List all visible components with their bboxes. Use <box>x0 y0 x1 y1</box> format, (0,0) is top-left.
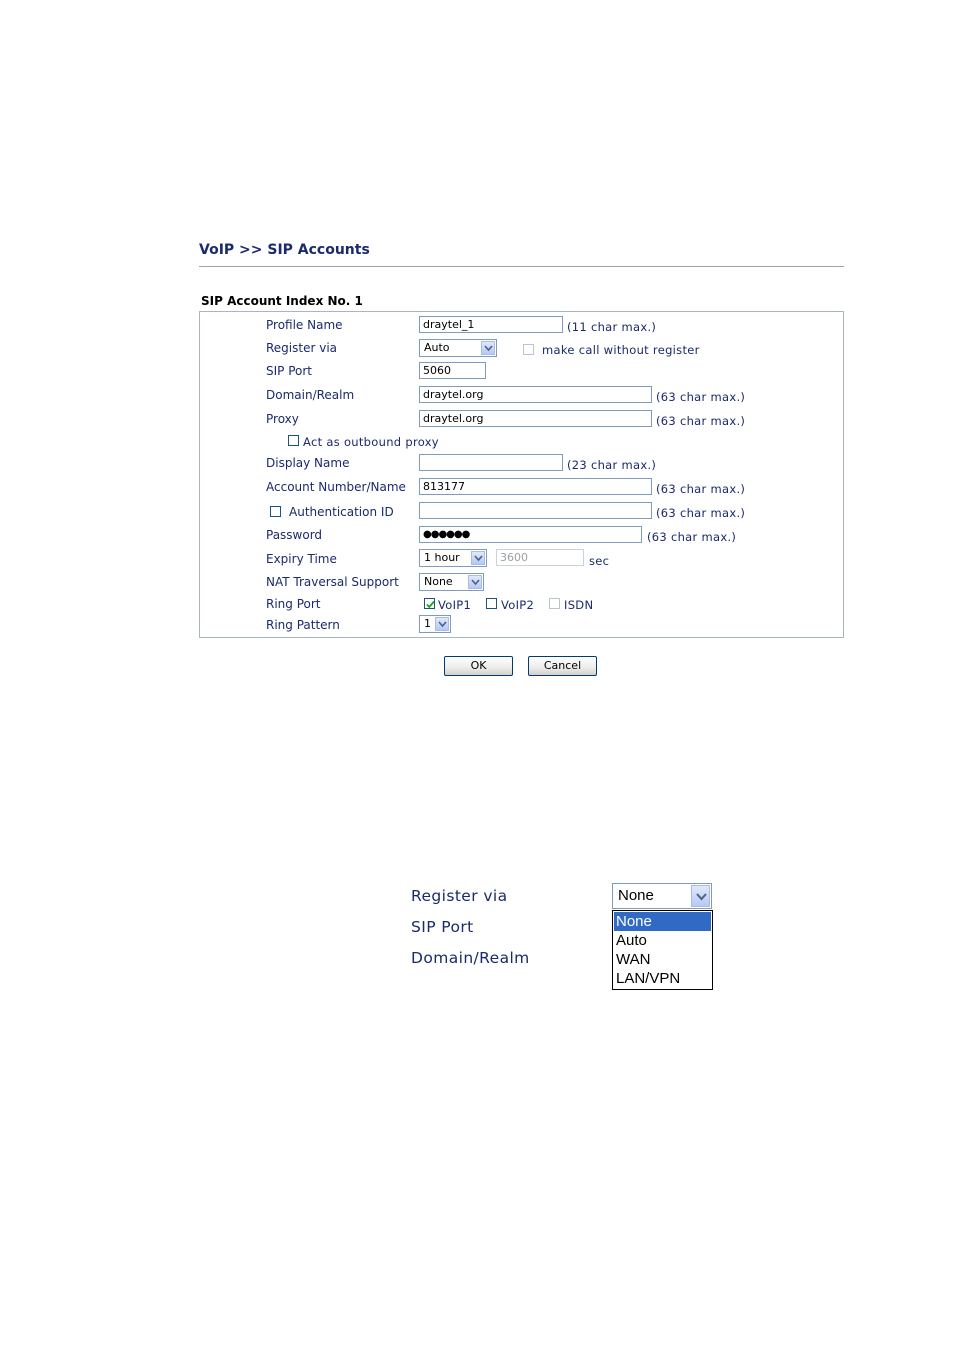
proxy-note: (63 char max.) <box>656 414 746 428</box>
proxy-input[interactable]: draytel.org <box>419 410 652 427</box>
chevron-down-icon <box>468 575 482 589</box>
ring-pattern-value: 1 <box>424 617 431 630</box>
proxy-label: Proxy <box>266 412 299 426</box>
expiry-unit: sec <box>589 554 610 568</box>
nat-traversal-select[interactable] <box>419 573 484 591</box>
example-sip-port-label: SIP Port <box>411 918 474 936</box>
example-select-value: None <box>618 887 654 904</box>
expiry-seconds-input[interactable]: 3600 <box>496 549 584 566</box>
cancel-button[interactable]: Cancel <box>528 656 597 676</box>
register-via-options-list <box>612 910 713 990</box>
authentication-id-label: Authentication ID <box>289 505 394 519</box>
profile-name-note: (11 char max.) <box>567 320 657 334</box>
act-outbound-proxy-checkbox[interactable] <box>288 435 299 446</box>
register-via-value: Auto <box>424 341 450 354</box>
password-label: Password <box>266 528 323 542</box>
domain-realm-input[interactable]: draytel.org <box>419 386 652 403</box>
make-call-without-register-checkbox[interactable] <box>523 344 534 355</box>
account-number-note: (63 char max.) <box>656 482 746 496</box>
ring-pattern-label: Ring Pattern <box>266 618 340 632</box>
checkmark-icon <box>425 599 436 610</box>
ring-port-voip2-label: VoIP2 <box>501 598 535 612</box>
example-domain-realm-label: Domain/Realm <box>411 949 530 967</box>
option-auto[interactable]: Auto <box>616 932 647 949</box>
ring-pattern-select[interactable] <box>419 615 451 633</box>
ring-port-isdn-label: ISDN <box>564 598 594 612</box>
password-note: (63 char max.) <box>647 530 737 544</box>
sip-port-label: SIP Port <box>266 364 312 378</box>
option-lan-vpn[interactable]: LAN/VPN <box>616 970 681 987</box>
chevron-down-icon <box>481 341 495 355</box>
ring-port-isdn-checkbox[interactable] <box>549 598 560 609</box>
chevron-down-icon <box>691 885 710 907</box>
sip-port-input[interactable]: 5060 <box>419 362 486 379</box>
profile-name-label: Profile Name <box>266 318 343 332</box>
chevron-down-icon <box>471 551 485 565</box>
nat-traversal-label: NAT Traversal Support <box>266 575 399 589</box>
ring-port-voip2-checkbox[interactable] <box>486 598 497 609</box>
ok-button[interactable]: OK <box>444 656 513 676</box>
account-number-input[interactable]: 813177 <box>419 478 652 495</box>
ring-port-voip1-checkbox[interactable] <box>424 598 435 609</box>
act-outbound-proxy-label: Act as outbound proxy <box>303 435 439 449</box>
example-register-via-select[interactable] <box>612 883 712 909</box>
section-title: SIP Account Index No. 1 <box>201 294 363 308</box>
expiry-time-select[interactable] <box>419 549 487 567</box>
chevron-down-icon <box>435 617 449 631</box>
nat-traversal-value: None <box>424 575 453 588</box>
account-number-label: Account Number/Name <box>266 480 406 494</box>
ring-port-label: Ring Port <box>266 597 321 611</box>
register-via-label: Register via <box>266 341 338 355</box>
display-name-note: (23 char max.) <box>567 458 657 472</box>
password-input[interactable]: ●●●●●● <box>419 526 642 543</box>
domain-realm-label: Domain/Realm <box>266 388 355 402</box>
profile-name-input[interactable]: draytel_1 <box>419 316 563 333</box>
expiry-time-label: Expiry Time <box>266 552 337 566</box>
authentication-id-input[interactable] <box>419 502 652 519</box>
option-none[interactable]: None <box>614 912 711 931</box>
domain-realm-note: (63 char max.) <box>656 390 746 404</box>
title-divider <box>199 266 844 267</box>
register-via-select[interactable] <box>419 339 497 357</box>
make-call-without-register-label: make call without register <box>542 343 700 357</box>
display-name-input[interactable] <box>419 454 563 471</box>
example-register-via-label: Register via <box>411 887 508 905</box>
authentication-id-note: (63 char max.) <box>656 506 746 520</box>
expiry-time-value: 1 hour <box>424 551 460 564</box>
ring-port-voip1-label: VoIP1 <box>438 598 472 612</box>
display-name-label: Display Name <box>266 456 350 470</box>
page-title: VoIP >> SIP Accounts <box>199 242 370 258</box>
authentication-id-checkbox[interactable] <box>270 506 281 517</box>
option-wan[interactable]: WAN <box>616 951 651 968</box>
